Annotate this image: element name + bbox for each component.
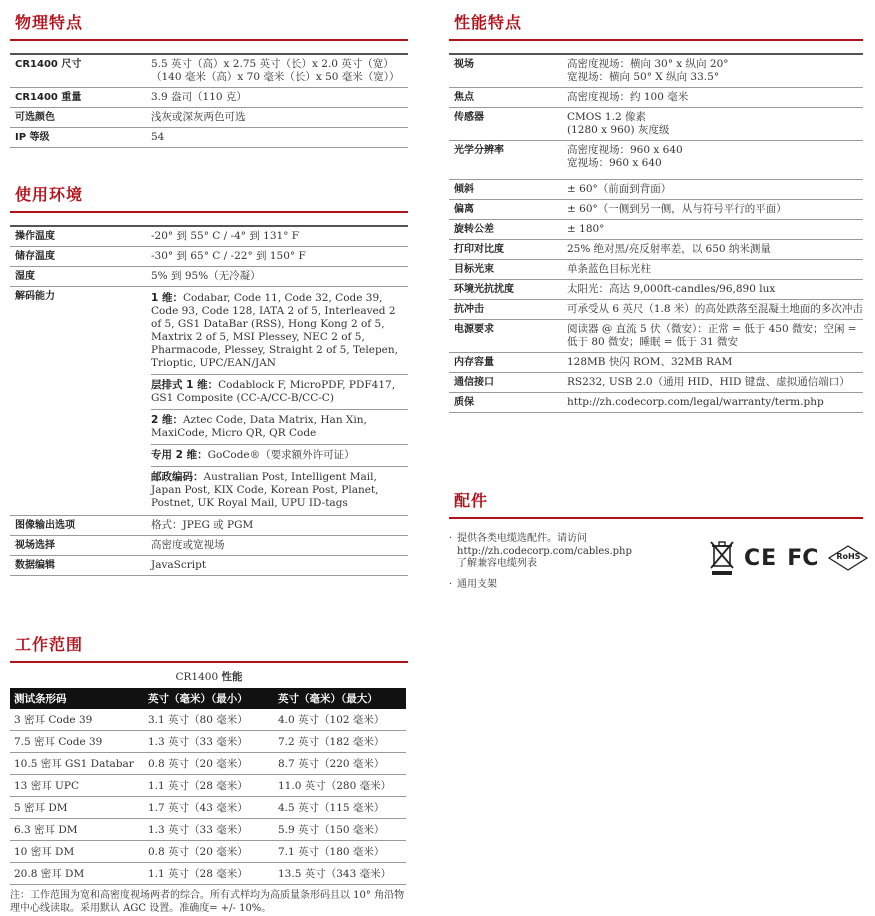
table-row: [10, 775, 406, 797]
table-cell: 13 密耳 UPC: [10, 775, 144, 797]
spec-row: [449, 372, 863, 392]
spec-row: [449, 107, 863, 140]
spec-value: 阅读器 @ 直流 5 伏（微安）：正常 = 低于 450 微安；空闲 = 低于 80 微安；睡眠 = 低于 31 微安: [567, 323, 857, 348]
spec-label: 数据编辑: [15, 560, 55, 571]
table-cell: 0.8 英寸（20 毫米）: [144, 753, 274, 775]
spec-label: 环境光抗扰度: [454, 284, 514, 295]
table-cell: 6.3 密耳 DM: [10, 819, 144, 841]
spec-row: [449, 199, 863, 219]
spec-label: 抗冲击: [454, 304, 484, 315]
spec-row: [449, 319, 863, 352]
spec-row: [449, 259, 863, 279]
table-cell: 3 密耳 Code 39: [10, 709, 144, 731]
decode-text: GoCode®（要求额外许可证）: [207, 449, 355, 461]
spec-value: [567, 111, 863, 137]
spec-value-line: (1280 x 960) 灰度级: [567, 124, 670, 136]
decode-2d: [151, 409, 408, 442]
rohs-text: RoHS: [836, 552, 861, 561]
spec-value: 格式：JPEG 或 PGM: [151, 519, 254, 531]
spec-label: 目标光束: [454, 264, 494, 275]
cables-link[interactable]: http://zh.codecorp.com/cables.php: [457, 545, 632, 557]
spec-value: RS232, USB 2.0（通用 HID、HID 键盘、虚拟通信端口）: [567, 376, 850, 388]
spec-value: 54: [151, 131, 165, 143]
table-row: [10, 709, 406, 731]
spec-row: [449, 279, 863, 299]
spec-value-line: CMOS 1.2 像素: [567, 111, 646, 123]
spec-row: [10, 225, 408, 246]
spec-value: 太阳光：高达 9,000ft-candles/96,890 lux: [567, 283, 776, 295]
spec-value: 高密度视场：约 100 毫米: [567, 91, 689, 103]
spec-value: 可承受从 6 英尺（1.8 米）的高处跌落至混凝土地面的多次冲击: [567, 303, 863, 315]
table-row: [10, 797, 406, 819]
table-caption: [10, 667, 408, 688]
spec-value-line: 宽视场：960 x 640: [567, 157, 662, 169]
spec-value-line: 宽视场：横向 50° X 纵向 33.5°: [567, 71, 720, 83]
table-cell: 4.5 英寸（115 毫米）: [274, 797, 406, 819]
decode-prefix: 专用 2 维：: [151, 449, 208, 461]
spec-value: [567, 144, 863, 170]
decode-special-2d: [151, 444, 408, 464]
working-range-note: 注：工作范围为宽和高密度视场两者的综合。所有式样均为高质量条形码且以 10° 角沿物理中心线读取。采用默认 AGC 设置。准确度= +/- 10%。: [10, 890, 405, 914]
spec-value: 5% 到 95%（无冷凝）: [151, 270, 261, 282]
certification-marks: [710, 540, 868, 576]
decode-postal: [151, 466, 408, 512]
accessory-text: 了解兼容电缆列表: [457, 558, 537, 569]
accessories-list: [449, 533, 679, 591]
list-item: [449, 533, 679, 571]
spec-value: -20° 到 55° C / -4° 到 131° F: [151, 230, 300, 242]
performance-section: [449, 10, 863, 413]
table-row: [10, 819, 406, 841]
performance-table: [449, 53, 863, 413]
environment-table: [10, 225, 408, 576]
ce-mark-icon: CE: [744, 545, 778, 571]
spec-label: 内存容量: [454, 357, 494, 368]
table-cell: 13.5 英寸（343 毫米）: [274, 863, 406, 885]
decode-values: [151, 290, 408, 512]
decode-prefix: 2 维：: [151, 414, 183, 426]
spec-row: [10, 127, 408, 148]
environment-title: 使用环境: [10, 182, 408, 213]
spec-label: 视场: [454, 59, 474, 70]
table-header-row: [10, 688, 406, 709]
spec-value: ± 180°: [567, 223, 605, 235]
spec-value: 5.5 英寸（高）x 2.75 英寸（长）x 2.0 英寸（宽）（140 毫米（高）x 70 毫米（长）x 50 毫米（宽））: [151, 58, 400, 83]
table-cell: 11.0 英寸（280 毫米）: [274, 775, 406, 797]
physical-table: [10, 53, 408, 148]
spec-label: 视场选择: [15, 540, 55, 551]
spec-value: 128MB 快闪 ROM、32MB RAM: [567, 356, 733, 368]
accessory-text: · 通用支架: [457, 578, 497, 590]
table-cell: 8.7 英寸（220 毫米）: [274, 753, 406, 775]
spec-label: 传感器: [454, 112, 484, 123]
spec-label: 可选颜色: [15, 112, 55, 123]
decode-text: Codabar, Code 11, Code 32, Code 39, Code 93, Code 128, IATA 2 of 5, Interleaved 2 of 5, GS1 DataBar (RSS), Hong Kong 2 of 5, Maxtrix 2 of 5, MSI Plessey, NEC 2 of 5, Pharmacode, Plessey, Straight 2 of 5, Telepen, Trioptic, UPC/EAN/JAN: [151, 292, 398, 369]
caption-suffix: 性能: [221, 671, 243, 683]
spec-label: 偏离: [454, 204, 474, 215]
table-cell: 7.2 英寸（182 毫米）: [274, 731, 406, 753]
spec-label: 旋转公差: [454, 224, 494, 235]
table-cell: 20.8 密耳 DM: [10, 863, 144, 885]
spec-label: 倾斜: [454, 184, 474, 195]
performance-title: 性能特点: [449, 10, 863, 41]
table-cell: 1.3 英寸（33 毫米）: [144, 819, 274, 841]
environment-section: [10, 182, 408, 576]
spec-value: 3.9 盎司（110 克）: [151, 91, 247, 103]
warranty-link[interactable]: http://zh.codecorp.com/legal/warranty/term.php: [567, 396, 824, 408]
spec-row: [449, 179, 863, 199]
table-row: [10, 841, 406, 863]
spec-label: 打印对比度: [454, 244, 504, 255]
column-header: 英寸（毫米）（最小）: [144, 688, 274, 709]
physical-section: [10, 10, 408, 148]
spec-row: [10, 535, 408, 555]
column-header: 英寸（毫米）（最大）: [274, 688, 406, 709]
spec-label: IP 等级: [15, 132, 50, 143]
table-cell: 5 密耳 DM: [10, 797, 144, 819]
spec-value-line: 高密度视场：横向 30° x 纵向 20°: [567, 58, 729, 70]
list-item: [449, 579, 679, 592]
table-cell: 3.1 英寸（80 毫米）: [144, 709, 274, 731]
accessory-text: · 提供各类电缆选配件。请访问: [457, 533, 587, 544]
spec-label: 操作温度: [15, 231, 55, 242]
decode-prefix: 层排式 1 维：: [151, 379, 219, 391]
working-range-table: [10, 688, 406, 885]
table-cell: 7.5 密耳 Code 39: [10, 731, 144, 753]
spec-value: -30° 到 65° C / -22° 到 150° F: [151, 250, 306, 262]
table-cell: 7.1 英寸（180 毫米）: [274, 841, 406, 863]
spec-value: 高密度或宽视场: [151, 539, 225, 551]
spec-row: [10, 555, 408, 576]
spec-row: [449, 239, 863, 259]
table-cell: 1.3 英寸（33 毫米）: [144, 731, 274, 753]
table-cell: 0.8 英寸（20 毫米）: [144, 841, 274, 863]
spec-row: [10, 246, 408, 266]
spec-row: [10, 87, 408, 107]
spec-row: [449, 299, 863, 319]
spec-label: CR1400 尺寸: [15, 59, 82, 70]
spec-label: 质保: [454, 397, 474, 408]
decode-prefix: 邮政编码：: [151, 471, 204, 483]
spec-value: 单条蓝色目标光柱: [567, 263, 651, 275]
weee-bin-icon: [710, 540, 734, 576]
table-cell: 5.9 英寸（150 毫米）: [274, 819, 406, 841]
spec-label: 湿度: [15, 271, 35, 282]
table-cell: 10 密耳 DM: [10, 841, 144, 863]
spec-label: 解码能力: [15, 291, 55, 302]
decode-text: Codablock F, MicroPDF, PDF417, GS1 Composite (CC-A/CC-B/CC-C): [151, 379, 396, 404]
table-cell: 1.1 英寸（28 毫米）: [144, 863, 274, 885]
decode-1d: [151, 290, 408, 372]
spec-row: [10, 53, 408, 87]
spec-row: [10, 266, 408, 286]
spec-value: ± 60°（前面到背面）: [567, 183, 672, 195]
working-range-title: 工作范围: [10, 632, 408, 663]
table-row: [10, 731, 406, 753]
table-cell: 1.1 英寸（28 毫米）: [144, 775, 274, 797]
spec-label: CR1400 重量: [15, 92, 82, 103]
decode-text: Australian Post, Intelligent Mail, Japan Post, KIX Code, Korean Post, Planet, Postnet, UK Royal Mail, UPU ID-tags: [151, 471, 379, 509]
spec-label: 通信接口: [454, 377, 494, 388]
table-cell: 1.7 英寸（43 毫米）: [144, 797, 274, 819]
column-header: 测试条形码: [10, 688, 144, 709]
spec-value: 25% 绝对黑/亮反射率差，以 650 纳米测量: [567, 243, 771, 255]
spec-value-line: 高密度视场：960 x 640: [567, 144, 683, 156]
spec-row: [449, 219, 863, 239]
spec-row: [10, 107, 408, 127]
decode-text: Aztec Code, Data Matrix, Han Xin, MaxiCode, Micro QR, QR Code: [151, 414, 367, 439]
spec-row: [10, 515, 408, 535]
spec-value: ± 60°（一侧到另一侧，从与符号平行的平面）: [567, 203, 787, 215]
spec-row: [449, 352, 863, 372]
table-row: [10, 863, 406, 885]
rohs-mark-icon: [828, 545, 868, 571]
spec-label: 电源要求: [454, 324, 494, 335]
spec-label: 焦点: [454, 92, 474, 103]
physical-title: 物理特点: [10, 10, 408, 41]
decode-row: [10, 286, 408, 515]
decode-stacked: [151, 374, 408, 407]
spec-row: [449, 87, 863, 107]
spec-row: [449, 53, 863, 87]
working-range-section: [10, 632, 408, 915]
table-row: [10, 753, 406, 775]
spec-value: [567, 58, 863, 84]
table-cell: 4.0 英寸（102 毫米）: [274, 709, 406, 731]
spec-label: 光学分辨率: [454, 145, 504, 156]
spec-label: 储存温度: [15, 251, 55, 262]
spec-label: 图像输出选项: [15, 520, 75, 531]
accessories-title: 配件: [449, 488, 863, 519]
spec-value: 浅灰或深灰两色可选: [151, 111, 246, 123]
fcc-mark-icon: FC: [787, 545, 819, 571]
spec-value: JavaScript: [151, 559, 207, 571]
caption-model: CR1400: [175, 671, 219, 683]
decode-prefix: 1 维：: [151, 292, 183, 304]
table-cell: 10.5 密耳 GS1 Databar: [10, 753, 144, 775]
spec-row: [449, 392, 863, 413]
spec-row: [449, 140, 863, 179]
